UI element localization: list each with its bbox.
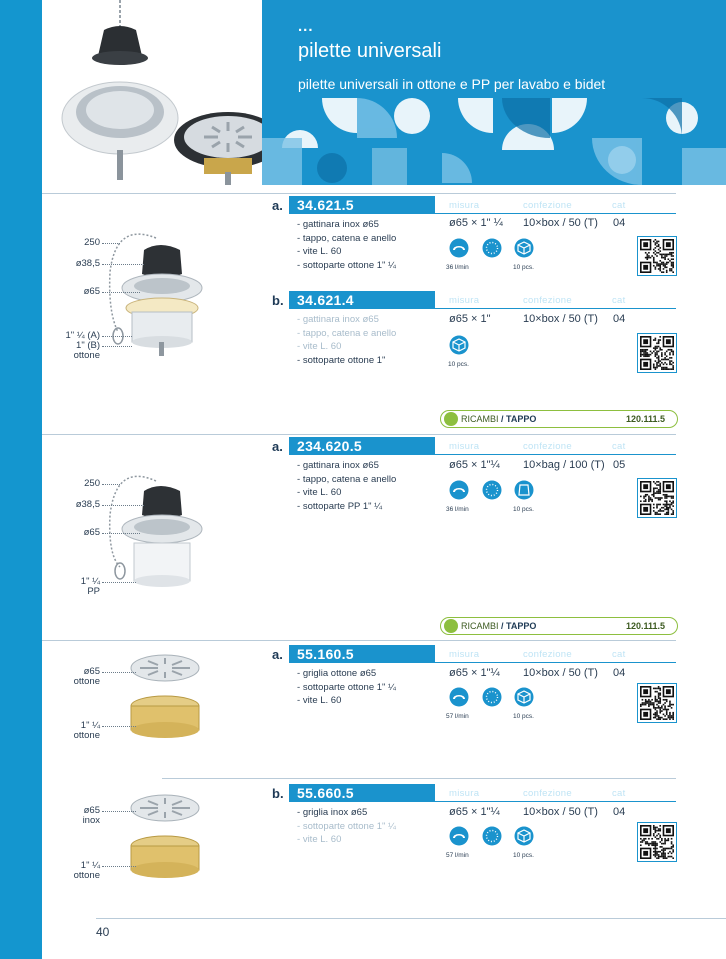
- col-misura-label: misura: [449, 200, 480, 211]
- dim-label: 1" ¼: [80, 576, 100, 587]
- wrench-icon: [444, 412, 458, 426]
- dim-label: ottone: [73, 730, 100, 741]
- header-banner: [262, 0, 726, 185]
- product-code: 234.620.5: [289, 437, 435, 455]
- dim-label: 250: [84, 478, 100, 489]
- pieces-label: 10 pcs.: [513, 713, 534, 720]
- dim-label: ø38,5: [75, 258, 100, 269]
- dim-leader: [102, 264, 144, 265]
- dim-leader: [102, 346, 132, 347]
- component-item: - vite L. 60: [297, 486, 396, 500]
- col-cat-label: cat: [612, 441, 626, 452]
- product-code: 34.621.5: [289, 196, 435, 214]
- dim-label: 1" (B): [76, 340, 100, 351]
- eu-certification-icon: [482, 238, 502, 258]
- confezione-value: 10×box / 50 (T): [523, 667, 598, 679]
- variant-letter: a.: [272, 647, 283, 662]
- misura-value: ø65 × 1": [449, 313, 491, 325]
- col-confezione-label: confezione: [523, 295, 572, 306]
- component-item: - sottoparte ottone 1": [297, 354, 396, 368]
- component-item: - sottoparte ottone 1" ¼: [297, 820, 396, 834]
- dim-label: PP: [87, 586, 100, 597]
- flow-rate-icon: [449, 687, 469, 707]
- confezione-value: 10×bag / 100 (T): [523, 459, 605, 471]
- component-list: [297, 806, 396, 847]
- spare-parts-label: RICAMBI / TAPPO: [461, 414, 537, 424]
- flow-rate-label: 36 l/min: [446, 506, 469, 513]
- footer-divider: [96, 918, 726, 919]
- confezione-value: 10×box / 50 (T): [523, 217, 598, 229]
- col-misura-label: misura: [449, 788, 480, 799]
- component-item: - gattinara inox ø65: [297, 459, 396, 473]
- dim-leader: [102, 533, 140, 534]
- component-item: - sottoparte ottone 1" ¼: [297, 259, 396, 273]
- dim-leader: [102, 505, 144, 506]
- eu-certification-icon: [482, 480, 502, 500]
- misura-value: ø65 × 1"¼: [449, 667, 500, 679]
- dim-label: ø65: [83, 805, 100, 816]
- dim-label: ø65: [83, 286, 100, 297]
- component-item: - vite L. 60: [297, 694, 396, 708]
- cat-value: 04: [613, 667, 626, 679]
- dim-label: 1" ¼: [80, 860, 100, 871]
- col-cat-label: cat: [612, 295, 626, 306]
- dim-leader: [102, 484, 120, 485]
- component-item: - griglia inox ø65: [297, 806, 396, 820]
- dim-leader: [102, 672, 136, 673]
- box-package-icon: [514, 687, 534, 707]
- product-drawing-2: [96, 455, 256, 600]
- component-item: - vite L. 60: [297, 833, 396, 847]
- flow-rate-label: 57 l/min: [446, 713, 469, 720]
- component-item: - sottoparte PP 1" ¼: [297, 500, 396, 514]
- spare-part-code: 120.111.5: [625, 621, 665, 631]
- spare-parts-badge[interactable]: [440, 617, 678, 635]
- variant-letter: a.: [272, 439, 283, 454]
- dim-label: ottone: [73, 870, 100, 881]
- component-list: [297, 313, 396, 367]
- dim-label: ø65: [83, 666, 100, 677]
- component-item: - tappo, catena e anello: [297, 473, 396, 487]
- page-number: 40: [96, 925, 110, 939]
- spare-parts-badge[interactable]: [440, 410, 678, 428]
- col-misura-label: misura: [449, 649, 480, 660]
- cat-value: 05: [613, 459, 626, 471]
- spare-part-code: 120.111.5: [625, 414, 665, 424]
- col-cat-label: cat: [612, 649, 626, 660]
- qr-code[interactable]: [637, 333, 677, 373]
- box-package-icon: [514, 238, 534, 258]
- qr-code[interactable]: [637, 478, 677, 518]
- qr-code[interactable]: [637, 236, 677, 276]
- component-item: - tappo, catena e anello: [297, 327, 396, 341]
- pieces-label: 10 pcs.: [448, 361, 469, 368]
- pieces-label: 10 pcs.: [513, 506, 534, 513]
- component-item: - tappo, catena e anello: [297, 232, 396, 246]
- confezione-value: 10×box / 50 (T): [523, 313, 598, 325]
- variant-letter: b.: [272, 786, 284, 801]
- misura-value: ø65 × 1" ¼: [449, 217, 503, 229]
- banner-dots: ...: [298, 18, 314, 35]
- page-title: pilette universali: [298, 40, 442, 62]
- component-item: - gattinara inox ø65: [297, 218, 396, 232]
- banner-pattern: [262, 98, 726, 185]
- component-item: - vite L. 60: [297, 245, 396, 259]
- product-drawing-3a: [120, 650, 210, 755]
- box-package-icon: [449, 335, 469, 355]
- component-list: [297, 218, 396, 272]
- section-divider: [42, 640, 676, 641]
- misura-value: ø65 × 1"¼: [449, 459, 500, 471]
- confezione-value: 10×box / 50 (T): [523, 806, 598, 818]
- dim-leader: [102, 866, 136, 867]
- qr-code[interactable]: [637, 822, 677, 862]
- wrench-icon: [444, 619, 458, 633]
- box-package-icon: [514, 826, 534, 846]
- dim-leader: [102, 292, 140, 293]
- misura-value: ø65 × 1"¼: [449, 806, 500, 818]
- section-divider: [162, 778, 676, 779]
- product-drawing-1: [96, 212, 256, 367]
- section-divider: [42, 434, 676, 435]
- col-confezione-label: confezione: [523, 441, 572, 452]
- dim-label: 1" ¼: [80, 720, 100, 731]
- col-cat-label: cat: [612, 200, 626, 211]
- pieces-label: 10 pcs.: [513, 264, 534, 271]
- dim-leader: [102, 243, 120, 244]
- dim-label: ø38,5: [75, 499, 100, 510]
- dim-label: 250: [84, 237, 100, 248]
- flow-rate-icon: [449, 826, 469, 846]
- dim-leader: [102, 582, 136, 583]
- product-code: 55.160.5: [289, 645, 435, 663]
- left-color-bar: [0, 0, 42, 959]
- col-confezione-label: confezione: [523, 649, 572, 660]
- bag-package-icon: [514, 480, 534, 500]
- hero-product-image: [42, 0, 264, 185]
- flow-rate-icon: [449, 238, 469, 258]
- section-divider: [42, 193, 676, 194]
- flow-rate-label: 36 l/min: [446, 264, 469, 271]
- dim-leader: [102, 726, 136, 727]
- eu-certification-icon: [482, 826, 502, 846]
- component-item: - vite L. 60: [297, 340, 396, 354]
- cat-value: 04: [613, 313, 626, 325]
- qr-code[interactable]: [637, 683, 677, 723]
- component-item: - gattinara inox ø65: [297, 313, 396, 327]
- flow-rate-label: 57 l/min: [446, 852, 469, 859]
- component-item: - griglia ottone ø65: [297, 667, 396, 681]
- dim-label: 1" ¼ (A): [65, 330, 100, 341]
- variant-letter: a.: [272, 198, 283, 213]
- product-drawing-3b: [120, 790, 210, 895]
- dim-label: inox: [82, 815, 100, 826]
- dim-leader: [102, 811, 136, 812]
- dim-label: ø65: [83, 527, 100, 538]
- flow-rate-icon: [449, 480, 469, 500]
- eu-certification-icon: [482, 687, 502, 707]
- spare-parts-label: RICAMBI / TAPPO: [461, 621, 537, 631]
- col-confezione-label: confezione: [523, 788, 572, 799]
- cat-value: 04: [613, 217, 626, 229]
- dim-label: ottone: [73, 676, 100, 687]
- col-cat-label: cat: [612, 788, 626, 799]
- col-misura-label: misura: [449, 295, 480, 306]
- component-item: - sottoparte ottone 1" ¼: [297, 681, 396, 695]
- page-subtitle: pilette universali in ottone e PP per lavabo e bidet: [298, 76, 606, 92]
- pieces-label: 10 pcs.: [513, 852, 534, 859]
- cat-value: 04: [613, 806, 626, 818]
- component-list: [297, 667, 396, 708]
- component-list: [297, 459, 396, 513]
- dim-leader: [102, 336, 132, 337]
- product-code: 55.660.5: [289, 784, 435, 802]
- product-code: 34.621.4: [289, 291, 435, 309]
- dim-label: ottone: [73, 350, 100, 361]
- col-misura-label: misura: [449, 441, 480, 452]
- variant-letter: b.: [272, 293, 284, 308]
- col-confezione-label: confezione: [523, 200, 572, 211]
